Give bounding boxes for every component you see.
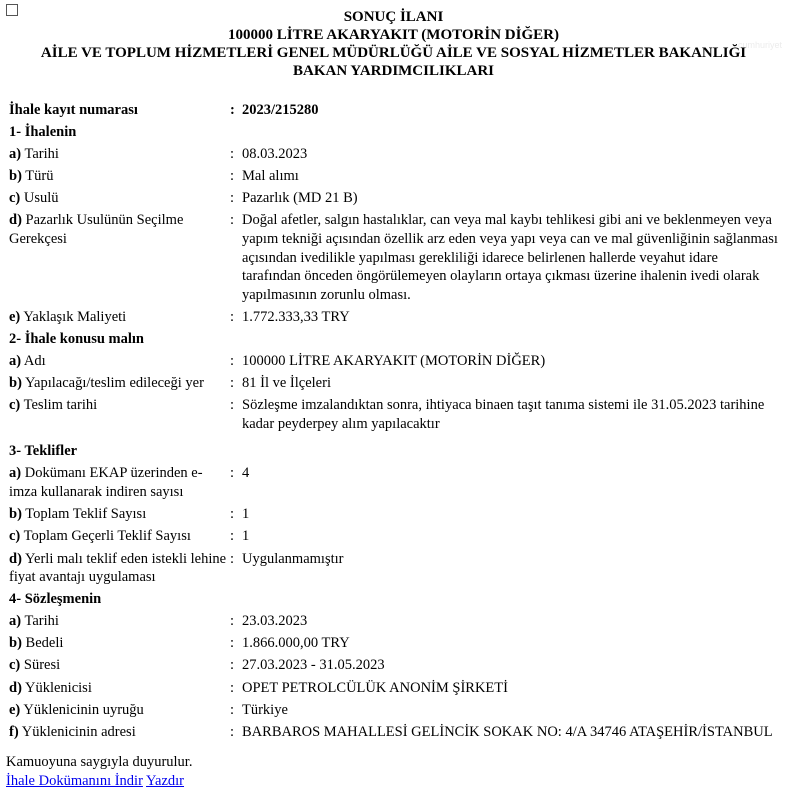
field-row: a) Tarihi : 08.03.2023: [9, 145, 779, 164]
field-value: Doğal afetler, salgın hastalıklar, can veya mal kaybı tehlikesi gibi ani ve beklenmeyen veya yapım tekniği açısından özellik arz eden veya yapı veya can ve mal güvenliğinin sağlanması açısından ivedilikle yapılması gerekliliği idarece belirlenen hallerde veyahut idare tarafından önceden öngörülemeyen olayların ortaya çıkması üzerine ihalenin ivedi olarak yapılmasının zorunlu olması.: [242, 212, 778, 303]
section-heading: 1- İhalenin: [9, 123, 77, 140]
field-label: [9, 189, 230, 208]
field-label-text: Tarihi: [24, 612, 59, 629]
field-label: [9, 701, 230, 720]
section-1: [9, 145, 779, 327]
field-row: c) Teslim tarihi : Sözleşme imzalandıktan sonra, ihtiyaca binaen taşıt tanıma sistemi ile 31.05.2023 tarihine kadar peyderpey alım yapılacaktır: [9, 396, 779, 433]
field-label: [9, 211, 230, 304]
field-key: c): [9, 397, 21, 414]
registry-label: İhale kayıt numarası: [9, 102, 138, 118]
title-line-4: BAKAN YARDIMCILIKLARI: [293, 63, 494, 79]
field-label-text: Teslim tarihi: [23, 397, 98, 414]
field-value: Pazarlık (MD 21 B): [242, 190, 358, 207]
field-row: b) Bedeli : 1.866.000,00 TRY: [9, 634, 779, 653]
registry-row: İhale kayıt numarası : 2023/215280: [9, 101, 779, 120]
title-line-2: 100000 LİTRE AKARYAKIT (MOTORİN DİĞER): [228, 27, 559, 43]
field-label-text: Dokümanı EKAP üzerinden e-imza kullanarak indiren sayısı: [9, 465, 203, 501]
field-label-text: Türü: [25, 167, 54, 184]
registry-value: 2023/215280: [242, 102, 319, 118]
field-label: [9, 374, 230, 393]
field-row: e) Yüklenicinin uyruğu : Türkiye: [9, 701, 779, 720]
field-value: 1: [242, 528, 250, 545]
field-value: Sözleşme imzalandıktan sonra, ihtiyaca binaen taşıt tanıma sistemi ile 31.05.2023 tarihine kadar peyderpey alım yapılacaktır: [242, 397, 765, 432]
field-label: [9, 167, 230, 186]
field-key: a): [9, 145, 22, 162]
print-link[interactable]: Yazdır: [146, 773, 185, 789]
section-2: [9, 352, 779, 434]
field-value: 4: [242, 465, 250, 482]
field-label: [9, 145, 230, 164]
field-key: b): [9, 167, 22, 184]
footer-note: Kamuoyuna saygıyla duyurulur.: [6, 754, 193, 770]
field-label-text: Bedeli: [25, 635, 64, 652]
footer: [6, 753, 192, 791]
field-value: OPET PETROLCÜLÜK ANONİM ŞİRKETİ: [242, 679, 508, 696]
title-line-1: SONUÇ İLANI: [343, 9, 444, 25]
field-key: a): [9, 465, 22, 482]
field-key: a): [9, 352, 22, 369]
field-key: d): [9, 212, 22, 229]
field-label: [9, 550, 230, 587]
field-row: d) Yerli malı teklif eden istekli lehine fiyat avantajı uygulaması : Uygulanmamıştır: [9, 550, 779, 587]
field-key: b): [9, 506, 22, 523]
field-label: [9, 723, 230, 742]
field-label-text: Yüklenicinin adresi: [21, 723, 136, 740]
footer-links: [6, 772, 192, 791]
field-label-text: Yapılacağı/teslim edileceği yer: [25, 374, 204, 391]
field-row: e) Yaklaşık Maliyeti : 1.772.333,33 TRY: [9, 308, 779, 327]
field-label-text: Adı: [23, 352, 46, 369]
field-label-text: Süresi: [23, 657, 61, 674]
field-key: d): [9, 679, 22, 696]
notice-body: [9, 101, 779, 742]
section-4: [9, 612, 779, 742]
field-key: c): [9, 528, 21, 545]
section-heading: 3- Teklifler: [9, 443, 78, 460]
field-value: 23.03.2023: [242, 612, 308, 629]
field-value: 1.772.333,33 TRY: [242, 308, 350, 325]
field-label-text: Usulü: [23, 190, 59, 207]
field-row: c) Usulü : Pazarlık (MD 21 B): [9, 189, 779, 208]
field-row: b) Yapılacağı/teslim edileceği yer : 81 İl ve İlçeleri: [9, 374, 779, 393]
field-label-text: Yaklaşık Maliyeti: [23, 308, 127, 325]
field-key: b): [9, 635, 22, 652]
field-row: b) Toplam Teklif Sayısı : 1: [9, 505, 779, 524]
watermark: cumhuriyet: [738, 40, 783, 50]
field-value: 81 İl ve İlçeleri: [242, 374, 331, 391]
field-value: Uygulanmamıştır: [242, 550, 344, 567]
notice-title: [0, 8, 787, 80]
field-label: [9, 352, 230, 371]
field-label: [9, 656, 230, 675]
field-row: d) Pazarlık Usulünün Seçilme Gerekçesi : Doğal afetler, salgın hastalıklar, can veya mal kaybı tehlikesi gibi ani ve beklenmeyen veya yapım tekniği açısından özellik arz eden veya yapı veya can ve mal güvenliğinin sağlanması açısından ivedilikle yapılması gerekliliği idarece belirlenen hallerde veyahut idare tarafından önceden öngörülemeyen olayların ortaya çıkması üzerine ihalenin ivedi olarak yapılmasının zorunlu olması.: [9, 212, 778, 303]
field-key: a): [9, 612, 22, 629]
field-key: b): [9, 374, 22, 391]
field-label-text: Yüklenicisi: [25, 679, 92, 696]
field-label: [9, 527, 230, 546]
field-label: [9, 464, 230, 501]
field-label: [9, 308, 230, 327]
field-label-text: Pazarlık Usulünün Seçilme Gerekçesi: [9, 212, 184, 247]
field-row: a) Adı : 100000 LİTRE AKARYAKIT (MOTORİN DİĞER): [9, 352, 779, 371]
field-row: a) Tarihi : 23.03.2023: [9, 612, 779, 631]
field-label-text: Toplam Teklif Sayısı: [25, 506, 147, 523]
field-value: 27.03.2023 - 31.05.2023: [242, 657, 385, 674]
field-value: 08.03.2023: [242, 145, 308, 162]
field-value: 1: [242, 506, 250, 523]
section-heading: 4- Sözleşmenin: [9, 590, 102, 607]
title-line-3: AİLE VE TOPLUM HİZMETLERİ GENEL MÜDÜRLÜĞÜ AİLE VE SOSYAL HİZMETLER BAKANLIĞI: [40, 45, 747, 61]
field-row: c) Toplam Geçerli Teklif Sayısı : 1: [9, 527, 779, 546]
field-label-text: Yerli malı teklif eden istekli lehine fiyat avantajı uygulaması: [9, 550, 227, 586]
field-value: Türkiye: [242, 701, 288, 718]
field-key: f): [9, 723, 19, 740]
field-row: c) Süresi : 27.03.2023 - 31.05.2023: [9, 656, 779, 675]
field-label: [9, 505, 230, 524]
download-document-link[interactable]: İhale Dokümanını İndir: [6, 773, 143, 789]
field-label: [9, 679, 230, 698]
section-heading: 2- İhale konusu malın: [9, 330, 144, 347]
field-value: 100000 LİTRE AKARYAKIT (MOTORİN DİĞER): [242, 352, 546, 369]
field-row: f) Yüklenicinin adresi : BARBAROS MAHALLESİ GELİNCİK SOKAK NO: 4/A 34746 ATAŞEHİR/İSTANBUL: [9, 723, 779, 742]
field-row: a) Dokümanı EKAP üzerinden e-imza kullanarak indiren sayısı : 4: [9, 464, 779, 501]
field-key: e): [9, 308, 21, 325]
field-label: [9, 634, 230, 653]
field-value: Mal alımı: [242, 167, 299, 184]
field-key: c): [9, 190, 21, 207]
field-value: BARBAROS MAHALLESİ GELİNCİK SOKAK NO: 4/A 34746 ATAŞEHİR/İSTANBUL: [242, 723, 773, 740]
section-3: [9, 464, 779, 586]
field-row: d) Yüklenicisi : OPET PETROLCÜLÜK ANONİM ŞİRKETİ: [9, 679, 779, 698]
field-key: e): [9, 701, 21, 718]
field-label-text: Toplam Geçerli Teklif Sayısı: [23, 528, 191, 545]
field-row: b) Türü : Mal alımı: [9, 167, 779, 186]
field-label: [9, 612, 230, 631]
field-label: [9, 396, 230, 433]
field-value: 1.866.000,00 TRY: [242, 635, 350, 652]
field-key: c): [9, 657, 21, 674]
field-key: d): [9, 550, 22, 567]
field-label-text: Tarihi: [24, 145, 59, 162]
field-label-text: Yüklenicinin uyruğu: [23, 701, 144, 718]
